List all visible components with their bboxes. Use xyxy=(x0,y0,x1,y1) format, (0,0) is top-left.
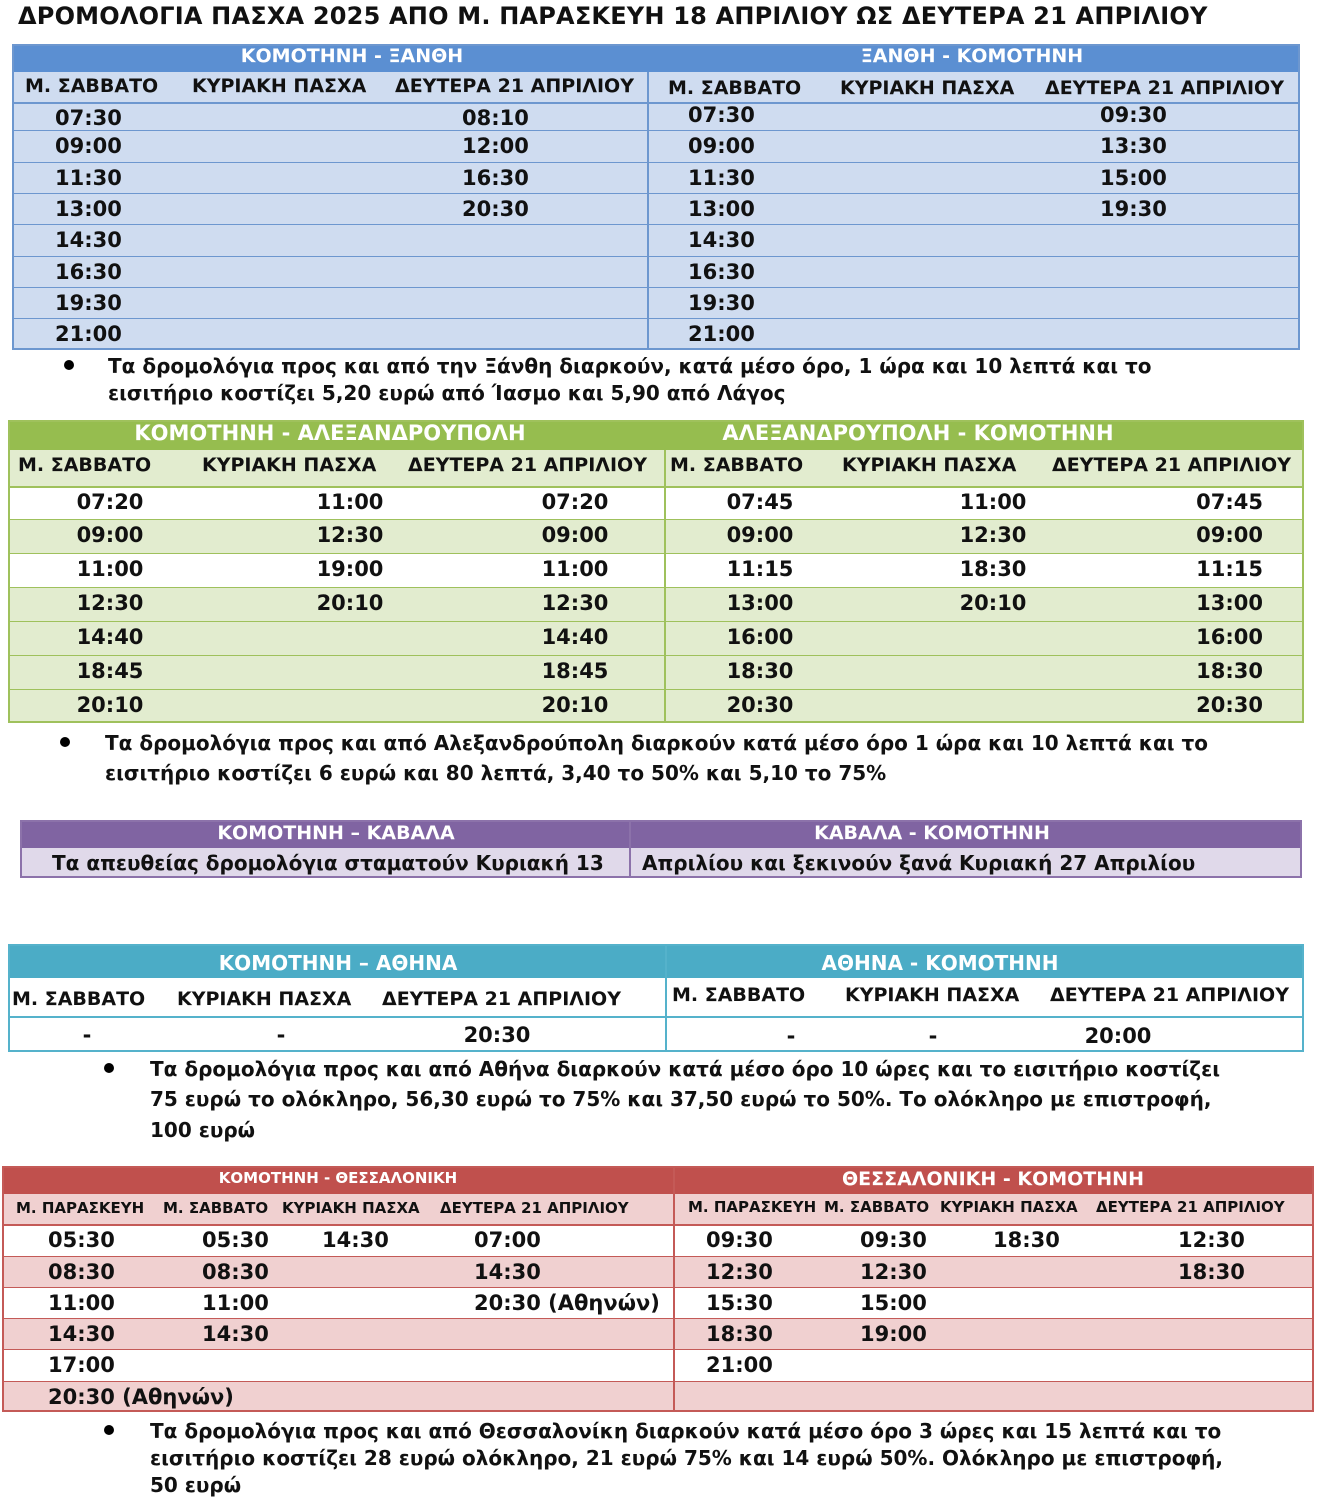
xanthi-left-time: 14:30 xyxy=(55,228,122,252)
athens-left-time: 20:30 xyxy=(463,1023,531,1047)
xanthi-left-header: ΚΥΡΙΑΚΗ ΠΑΣΧΑ xyxy=(192,75,367,97)
alex-right-header: Μ. ΣΑΒΒΑΤΟ xyxy=(670,454,804,476)
thess-right-header: ΚΥΡΙΑΚΗ ΠΑΣΧΑ xyxy=(940,1198,1078,1216)
alex-right-time: 11:00 xyxy=(959,490,1027,514)
alex-note-bullet xyxy=(60,737,70,747)
athens-note-bullet xyxy=(104,1063,114,1073)
xanthi-row-line xyxy=(12,287,1300,288)
kavala-left-text: Τα απευθείας δρομολόγια σταματούν Κυριακή 13 xyxy=(52,851,604,875)
alex-right-time: 07:45 xyxy=(726,490,794,514)
alex-note-line1: Τα δρομολόγια προς και από Αλεξανδρούπολη διαρκούν κατά μέσο όρο 1 ώρα και 10 λεπτά και το xyxy=(105,731,1208,755)
alex-row-line xyxy=(8,655,1304,656)
thess-header-line xyxy=(2,1224,1314,1226)
alex-left-time: 09:00 xyxy=(541,523,609,547)
xanthi-right-time: 14:30 xyxy=(688,228,755,252)
xanthi-row-line xyxy=(12,256,1300,257)
athens-left-header: Μ. ΣΑΒΒΑΤΟ xyxy=(12,988,146,1010)
xanthi-note-bullet xyxy=(64,360,74,370)
thess-right-header: ΔΕΥΤΕΡΑ 21 ΑΠΡΙΛΙΟΥ xyxy=(1096,1198,1285,1216)
alex-left-time: 12:30 xyxy=(541,591,609,615)
thess-left-time: 14:30 xyxy=(48,1322,115,1346)
athens-left-time: - xyxy=(276,1023,286,1047)
xanthi-row-line xyxy=(12,162,1300,163)
thess-left-time: 20:30 (Αθηνών) xyxy=(48,1385,234,1409)
athens-note-line1: Τα δρομολόγια προς και από Αθήνα διαρκούν κατά μέσο όρο 10 ώρες και το εισιτήριο κοστίζει xyxy=(150,1057,1221,1081)
xanthi-divider xyxy=(647,72,649,350)
athens-note-line3: 100 ευρώ xyxy=(150,1118,256,1142)
xanthi-left-header: ΔΕΥΤΕΡΑ 21 ΑΠΡΙΛΙΟΥ xyxy=(395,75,634,97)
xanthi-left-time: 16:30 xyxy=(55,260,122,284)
alex-left-time: 11:00 xyxy=(316,490,384,514)
alex-left-time: 20:10 xyxy=(541,693,609,717)
thess-row-line xyxy=(2,1287,1314,1288)
athens-right-time: 20:00 xyxy=(1084,1024,1152,1048)
thess-right-time: 12:30 xyxy=(1178,1228,1245,1252)
thess-note-line2: εισιτήριο κοστίζει 28 ευρώ ολόκληρο, 21 ευρώ 75% και 14 ευρώ 50%. Ολόκληρο με επιστροφή, xyxy=(150,1446,1223,1470)
athens-right-header: Μ. ΣΑΒΒΑΤΟ xyxy=(672,984,806,1006)
xanthi-right-time: 11:30 xyxy=(688,166,755,190)
thess-left-header: Μ. ΣΑΒΒΑΤΟ xyxy=(163,1199,269,1217)
alex-left-header: ΚΥΡΙΑΚΗ ΠΑΣΧΑ xyxy=(202,454,377,476)
thess-right-time: 15:00 xyxy=(860,1291,927,1315)
xanthi-right-title: ΞΑΝΘΗ - ΚΟΜΟΤΗΝΗ xyxy=(860,45,1084,67)
thess-divider xyxy=(673,1166,675,1412)
alex-left-time: 18:45 xyxy=(541,659,609,683)
alex-row-line xyxy=(8,519,1304,520)
thess-right-time: 12:30 xyxy=(706,1260,773,1284)
xanthi-left-time: 20:30 xyxy=(462,197,529,221)
xanthi-left-time: 12:00 xyxy=(462,134,529,158)
xanthi-right-header: ΚΥΡΙΑΚΗ ΠΑΣΧΑ xyxy=(840,77,1015,99)
thess-left-time: 14:30 xyxy=(474,1260,541,1284)
alex-left-time: 14:40 xyxy=(76,625,144,649)
athens-header-line xyxy=(8,1016,1304,1018)
thess-row-line xyxy=(2,1318,1314,1319)
alex-left-time: 12:30 xyxy=(316,523,384,547)
xanthi-right-time: 09:00 xyxy=(688,134,755,158)
alex-row-line xyxy=(8,587,1304,588)
xanthi-left-time: 21:00 xyxy=(55,322,122,346)
thess-left-header: ΚΥΡΙΑΚΗ ΠΑΣΧΑ xyxy=(282,1199,420,1217)
alex-right-time: 11:15 xyxy=(726,557,794,581)
alex-left-header: Μ. ΣΑΒΒΑΤΟ xyxy=(18,454,152,476)
alex-right-time: 09:00 xyxy=(726,523,794,547)
alex-row-line xyxy=(8,621,1304,622)
xanthi-left-time: 11:30 xyxy=(55,166,122,190)
alex-header-line xyxy=(8,486,1304,488)
xanthi-right-time: 13:00 xyxy=(688,197,755,221)
kavala-right-title: ΚΑΒΑΛΑ - ΚΟΜΟΤΗΝΗ xyxy=(814,822,1050,844)
alex-row-line xyxy=(8,553,1304,554)
xanthi-note-line2: εισιτήριο κοστίζει 5,20 ευρώ από Ίασμο και 5,90 από Λάγος xyxy=(108,381,786,405)
thess-left-header: ΔΕΥΤΕΡΑ 21 ΑΠΡΙΛΙΟΥ xyxy=(440,1199,629,1217)
xanthi-right-time: 16:30 xyxy=(688,260,755,284)
alex-row-line xyxy=(8,689,1304,690)
kavala-divider xyxy=(629,820,631,878)
alex-left-time: 09:00 xyxy=(76,523,144,547)
thess-right-time: 19:00 xyxy=(860,1322,927,1346)
xanthi-right-time: 19:30 xyxy=(688,291,755,315)
athens-left-title: ΚΟΜΟΤΗΝΗ – ΑΘΗΝΑ xyxy=(218,951,458,975)
athens-right-time: - xyxy=(786,1024,796,1048)
alex-right-time: 07:45 xyxy=(1196,490,1263,514)
thess-right-time: 21:00 xyxy=(706,1353,773,1377)
page-title: ΔΡΟΜΟΛΟΓΙΑ ΠΑΣΧΑ 2025 ΑΠΟ Μ. ΠΑΡΑΣΚΕΥΗ 18 ΑΠΡΙΛΙΟΥ ΩΣ ΔΕΥΤΕΡΑ 21 ΑΠΡΙΛΙΟΥ xyxy=(18,2,1208,30)
alex-right-header: ΔΕΥΤΕΡΑ 21 ΑΠΡΙΛΙΟΥ xyxy=(1052,454,1291,476)
thess-right-time: 18:30 xyxy=(1178,1260,1245,1284)
athens-left-header: ΔΕΥΤΕΡΑ 21 ΑΠΡΙΛΙΟΥ xyxy=(382,988,621,1010)
alex-left-time: 20:10 xyxy=(76,693,144,717)
xanthi-left-time: 16:30 xyxy=(462,166,529,190)
kavala-left-title: ΚΟΜΟΤΗΝΗ – ΚΑΒΑΛΑ xyxy=(217,822,455,844)
alex-right-title: ΑΛΕΞΑΝΔΡΟΥΠΟΛΗ - ΚΟΜΟΤΗΝΗ xyxy=(722,421,1114,445)
thess-left-time: 11:00 xyxy=(48,1291,115,1315)
athens-right-header: ΚΥΡΙΑΚΗ ΠΑΣΧΑ xyxy=(845,984,1020,1006)
xanthi-right-time: 15:00 xyxy=(1100,166,1167,190)
xanthi-row-line xyxy=(12,130,1300,131)
xanthi-right-time: 07:30 xyxy=(688,103,755,127)
alex-right-time: 18:30 xyxy=(726,659,794,683)
alex-left-time: 18:45 xyxy=(76,659,144,683)
thess-left-title: ΚΟΜΟΤΗΝΗ - ΘΕΣΣΑΛΟΝΙΚΗ xyxy=(218,1169,458,1187)
thess-row-line xyxy=(2,1256,1314,1257)
thess-left-time: 07:00 xyxy=(474,1228,541,1252)
thess-row-line xyxy=(2,1349,1314,1350)
alex-right-time: 20:10 xyxy=(959,591,1027,615)
xanthi-right-header: ΔΕΥΤΕΡΑ 21 ΑΠΡΙΛΙΟΥ xyxy=(1045,77,1284,99)
alex-left-time: 12:30 xyxy=(76,591,144,615)
thess-left-header: Μ. ΠΑΡΑΣΚΕΥΗ xyxy=(16,1199,145,1217)
thess-left-time: 20:30 (Αθηνών) xyxy=(474,1291,660,1315)
alex-right-time: 16:00 xyxy=(1196,625,1263,649)
alex-left-title: ΚΟΜΟΤΗΝΗ - ΑΛΕΞΑΝΔΡΟΥΠΟΛΗ xyxy=(134,421,526,445)
alex-right-time: 18:30 xyxy=(1196,659,1263,683)
xanthi-right-time: 21:00 xyxy=(688,322,755,346)
alex-border xyxy=(8,420,1304,723)
alex-note-line2: εισιτήριο κοστίζει 6 ευρώ και 80 λεπτά, 3,40 το 50% και 5,10 το 75% xyxy=(105,761,887,785)
thess-right-header: Μ. ΣΑΒΒΑΤΟ xyxy=(824,1198,930,1216)
xanthi-right-time: 19:30 xyxy=(1100,197,1167,221)
kavala-right-text: Απριλίου και ξεκινούν ξανά Κυριακή 27 Απριλίου xyxy=(642,851,1196,875)
thess-left-time: 14:30 xyxy=(322,1228,389,1252)
alex-right-time: 09:00 xyxy=(1196,523,1263,547)
alex-right-header: ΚΥΡΙΑΚΗ ΠΑΣΧΑ xyxy=(842,454,1017,476)
thess-row-line xyxy=(2,1381,1314,1382)
xanthi-note-line1: Τα δρομολόγια προς και από την Ξάνθη διαρκούν, κατά μέσο όρο, 1 ώρα και 10 λεπτά και το xyxy=(108,354,1152,378)
alex-left-time: 14:40 xyxy=(541,625,609,649)
alex-right-time: 20:30 xyxy=(1196,693,1263,717)
thess-right-time: 18:30 xyxy=(706,1322,773,1346)
thess-left-time: 11:00 xyxy=(202,1291,269,1315)
xanthi-left-time: 07:30 xyxy=(55,106,122,130)
xanthi-left-title: ΚΟΜΟΤΗΝΗ - ΞΑΝΘΗ xyxy=(240,45,464,67)
thess-left-time: 08:30 xyxy=(48,1260,115,1284)
xanthi-right-time: 09:30 xyxy=(1100,103,1167,127)
alex-right-time: 11:15 xyxy=(1196,557,1263,581)
thess-right-time: 12:30 xyxy=(860,1260,927,1284)
xanthi-right-header: Μ. ΣΑΒΒΑΤΟ xyxy=(668,77,802,99)
thess-left-time: 17:00 xyxy=(48,1353,115,1377)
xanthi-row-line xyxy=(12,193,1300,194)
alex-left-time: 11:00 xyxy=(76,557,144,581)
athens-note-line2: 75 ευρώ το ολόκληρο, 56,30 ευρώ το 75% και 37,50 ευρώ το 50%. Το ολόκληρο με επιστροφή, xyxy=(150,1087,1212,1111)
thess-right-time: 09:30 xyxy=(860,1228,927,1252)
athens-left-header: ΚΥΡΙΑΚΗ ΠΑΣΧΑ xyxy=(177,988,352,1010)
xanthi-right-time: 13:30 xyxy=(1100,134,1167,158)
alex-left-time: 07:20 xyxy=(76,490,144,514)
athens-right-header: ΔΕΥΤΕΡΑ 21 ΑΠΡΙΛΙΟΥ xyxy=(1050,984,1289,1006)
thess-right-time: 09:30 xyxy=(706,1228,773,1252)
thess-left-time: 14:30 xyxy=(202,1322,269,1346)
xanthi-left-time: 08:10 xyxy=(462,106,529,130)
athens-divider xyxy=(665,944,667,1052)
xanthi-left-header: Μ. ΣΑΒΒΑΤΟ xyxy=(25,75,159,97)
thess-left-time: 05:30 xyxy=(48,1228,115,1252)
xanthi-left-time: 19:30 xyxy=(55,291,122,315)
athens-right-time: - xyxy=(928,1024,938,1048)
thess-note-line1: Τα δρομολόγια προς και από Θεσσαλονίκη διαρκούν κατά μέσο όρο 3 ώρες και 15 λεπτά και το xyxy=(150,1419,1222,1443)
xanthi-left-time: 09:00 xyxy=(55,134,122,158)
alex-left-time: 11:00 xyxy=(541,557,609,581)
thess-note-bullet xyxy=(104,1425,114,1435)
alex-right-time: 13:00 xyxy=(1196,591,1263,615)
thess-left-time: 05:30 xyxy=(202,1228,269,1252)
athens-left-time: - xyxy=(82,1023,92,1047)
athens-right-title: ΑΘΗΝΑ - ΚΟΜΟΤΗΝΗ xyxy=(821,951,1059,975)
xanthi-row-line xyxy=(12,224,1300,225)
thess-right-header: Μ. ΠΑΡΑΣΚΕΥΗ xyxy=(688,1198,817,1216)
alex-left-time: 07:20 xyxy=(541,490,609,514)
thess-right-time: 15:30 xyxy=(706,1291,773,1315)
thess-left-time: 08:30 xyxy=(202,1260,269,1284)
alex-left-time: 20:10 xyxy=(316,591,384,615)
alex-right-time: 13:00 xyxy=(726,591,794,615)
alex-right-time: 20:30 xyxy=(726,693,794,717)
thess-note-line3: 50 ευρώ xyxy=(150,1473,242,1497)
alex-right-time: 16:00 xyxy=(726,625,794,649)
thess-right-title: ΘΕΣΣΑΛΟΝΙΚΗ - ΚΟΜΟΤΗΝΗ xyxy=(842,1168,1144,1190)
thess-right-time: 18:30 xyxy=(993,1228,1060,1252)
alex-right-time: 18:30 xyxy=(959,557,1027,581)
alex-right-time: 12:30 xyxy=(959,523,1027,547)
alex-left-header: ΔΕΥΤΕΡΑ 21 ΑΠΡΙΛΙΟΥ xyxy=(408,454,647,476)
xanthi-row-line xyxy=(12,318,1300,319)
xanthi-left-time: 13:00 xyxy=(55,197,122,221)
alex-left-time: 19:00 xyxy=(316,557,384,581)
